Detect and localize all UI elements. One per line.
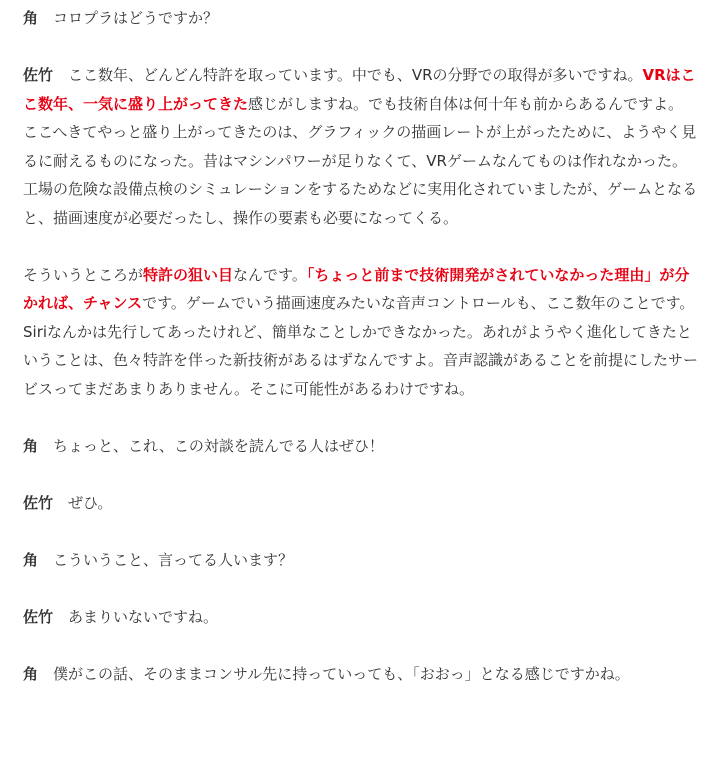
speaker-name: 角 <box>23 9 39 27</box>
highlighted-phrase: 特許の狙い目 <box>143 265 234 284</box>
speaker-name: 佐竹 <box>23 607 54 626</box>
paragraph-text: です。ゲームでいう描画速度みたいな音声コントロールも、ここ数年のことです。Siriなんかは先行してあったけれど、簡単なことしかできなかった。あれがようやく進化してきたということは、色々特許を伴った新技術があるはずなんですよ。音声認識があることを前提にしたサービスってまだあまりありません。そこに可能性があるわけですね。 <box>23 294 699 398</box>
paragraph-text: 僕がこの話、そのままコンサル先に持っていっても、「おおっ」となる感じですかね。 <box>53 664 630 683</box>
speaker-name: 角 <box>23 436 39 455</box>
paragraph-text: ちょっと、これ、この対談を読んでる人はぜひ！ <box>53 436 384 455</box>
paragraph-text: こういうこと、言ってる人います？ <box>53 550 294 569</box>
speaker-name: 佐竹 <box>23 493 54 512</box>
highlighted-phrase: VRはここ数年、一気に盛り上がってきた <box>23 66 696 113</box>
paragraph-3 <box>23 261 698 404</box>
speaker-name: 角 <box>23 550 39 569</box>
paragraph-7 <box>23 603 698 632</box>
paragraph-2 <box>23 61 698 232</box>
speaker-name: 角 <box>23 664 39 683</box>
paragraph-text: ぜひ。 <box>68 493 113 512</box>
paragraph-text: あまりいないですね。 <box>68 607 219 626</box>
paragraph-6 <box>23 546 698 575</box>
paragraph-text: ここ数年、どんどん特許を取っています。中でも、VRの分野での取得が多いですね。 <box>68 66 643 84</box>
paragraph-text: そういうところが <box>23 265 144 284</box>
paragraph-4 <box>23 432 698 461</box>
paragraph-8 <box>23 660 698 689</box>
highlighted-phrase: 「ちょっと前まで技術開発がされていなかった理由」が分かれば、チャンス <box>23 265 690 312</box>
speaker-name: 佐竹 <box>23 66 54 84</box>
paragraph-text: コロプラはどうですか？ <box>53 9 219 27</box>
paragraph-1 <box>23 4 698 33</box>
paragraph-text: 感じがしますね。でも技術自体は何十年も前からあるんですよ。ここへきてやっと盛り上がってきたのは、グラフィックの描画レートが上がったために、ようやく見るに耐えるものになった。昔はマシンパワーが足りなくて、VRゲームなんてものは作れなかった。工場の危険な設備点検のシミュレーションをするためなどに実用化されていましたが、ゲームとなると、描画速度が必要だったし、操作の要素も必要になってくる。 <box>23 94 698 227</box>
paragraph-text: なんです。 <box>233 265 307 284</box>
paragraph-5 <box>23 489 698 518</box>
